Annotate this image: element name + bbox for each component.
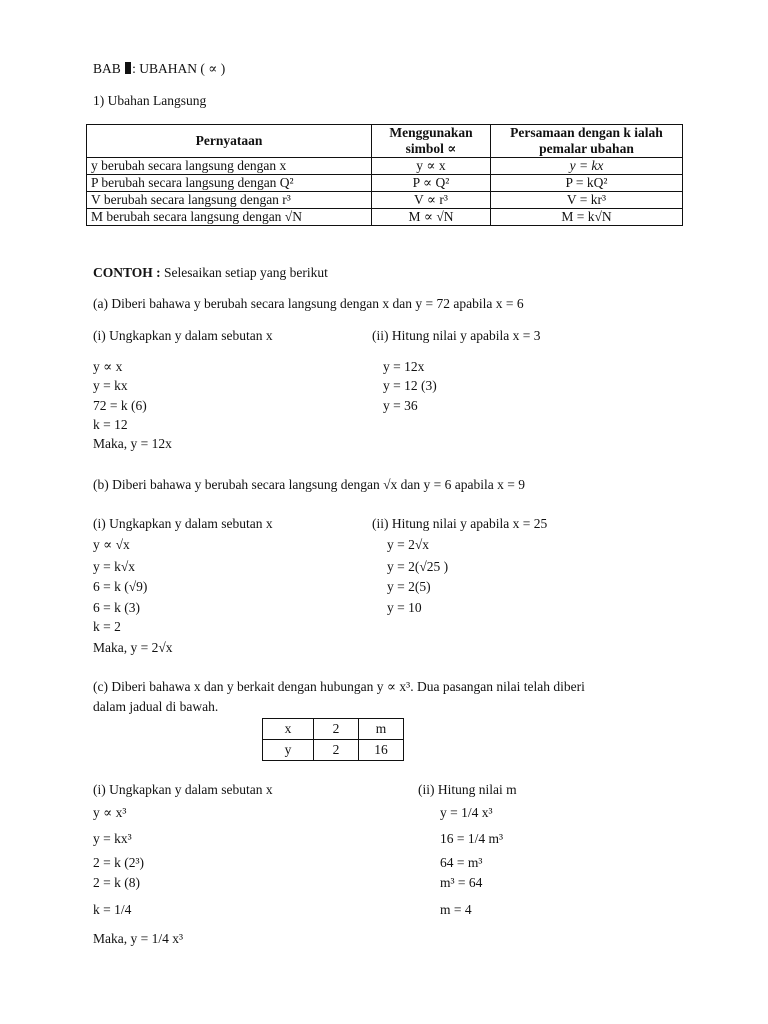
table-cell: M = k√N [491,209,683,226]
contoh-text: Selesaikan setiap yang berikut [164,265,328,280]
question-c-ii: (ii) Hitung nilai m [418,782,517,797]
working-line: 16 = 1/4 m³ [440,831,504,846]
table-cell: y berubah secara langsung dengan x [87,158,372,175]
working-line: k = 2 [93,619,121,634]
working-line: Maka, y = 2√x [93,640,173,655]
table-cell: P = kQ² [491,175,683,192]
table-cell: y [263,740,314,761]
working-line: y ∝ √x [93,537,130,552]
table-row [263,740,404,761]
table-cell: M berubah secara langsung dengan √N [87,209,372,226]
table-cell: M ∝ √N [372,209,491,226]
page-title: BAB : UBAHAN ( ∝ ) [93,61,226,76]
table-row [87,175,683,192]
working-line: 2 = k (2³) [93,855,145,870]
table-cell: y ∝ x [372,158,491,175]
working-line: Maka, y = 1/4 x³ [93,931,184,946]
working-line: 72 = k (6) [93,398,147,413]
table-row [263,719,404,740]
table-cell: m [359,719,404,740]
table-cell: x [263,719,314,740]
values-table [262,718,404,761]
table-row [87,158,683,175]
working-line: m³ = 64 [440,875,483,890]
table-header: Persamaan dengan k ialah pemalar ubahan [491,125,683,158]
working-line: 2 = k (8) [93,875,140,890]
working-line: y = k√x [93,559,136,574]
table-header: Menggunakan simbol ∝ [372,125,491,158]
question-a-ii: (ii) Hitung nilai y apabila x = 3 [372,328,541,343]
working-line: y = 1/4 x³ [440,805,493,820]
working-line: y = 36 [383,398,418,413]
table-row [87,209,683,226]
working-line: y = 12 (3) [383,378,437,393]
table-header-row [87,125,683,158]
table-header: Pernyataan [87,125,372,158]
working-line: Maka, y = 12x [93,436,172,451]
working-line: m = 4 [440,902,472,917]
question-a: (a) Diberi bahawa y berubah secara langsung dengan x dan y = 72 apabila x = 6 [93,296,524,311]
working-line: y = 2(5) [387,579,431,594]
contoh-label: CONTOH : [93,265,161,280]
table-cell: 2 [314,719,359,740]
table-cell: 16 [359,740,404,761]
title-marker [125,62,131,74]
table-cell: y = kx [491,158,683,175]
contoh-line [93,265,328,281]
working-line: y = kx [93,378,128,393]
variation-table [86,124,683,226]
table-row [87,192,683,209]
question-c-i: (i) Ungkapkan y dalam sebutan x [93,782,273,797]
working-line: y ∝ x³ [93,805,127,820]
working-line: 64 = m³ [440,855,483,870]
working-line: 6 = k (3) [93,600,140,615]
question-a-i: (i) Ungkapkan y dalam sebutan x [93,328,273,343]
table-cell: P berubah secara langsung dengan Q² [87,175,372,192]
working-line: y = 10 [387,600,422,615]
table-cell: P ∝ Q² [372,175,491,192]
working-line: y = 2√x [387,537,430,552]
question-b-i: (i) Ungkapkan y dalam sebutan x [93,516,273,531]
working-line: y = 12x [383,359,425,374]
working-line: y = kx³ [93,831,132,846]
question-b-ii: (ii) Hitung nilai y apabila x = 25 [372,516,548,531]
table-cell: 2 [314,740,359,761]
working-line: k = 12 [93,417,128,432]
question-c-line1: (c) Diberi bahawa x dan y berkait dengan hubungan y ∝ x³. Dua pasangan nilai telah diberi [93,679,585,694]
section-heading: 1) Ubahan Langsung [93,93,207,108]
table-cell: V = kr³ [491,192,683,209]
table-cell: V berubah secara langsung dengan r³ [87,192,372,209]
question-b: (b) Diberi bahawa y berubah secara langsung dengan √x dan y = 6 apabila x = 9 [93,477,525,492]
working-line: y = 2(√25 ) [387,559,449,574]
working-line: y ∝ x [93,359,123,374]
table-cell: V ∝ r³ [372,192,491,209]
working-line: k = 1/4 [93,902,132,917]
working-line: 6 = k (√9) [93,579,148,594]
question-c-line2: dalam jadual di bawah. [93,699,219,714]
